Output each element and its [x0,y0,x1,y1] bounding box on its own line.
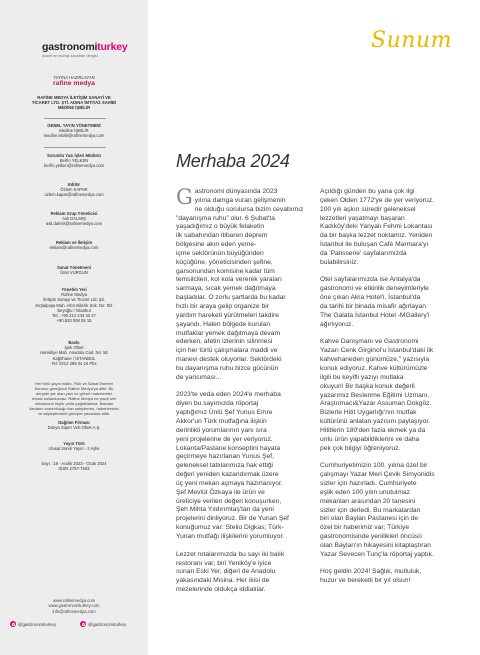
text-line: Yunan mutfağı ilişkilerini yorumluyor. [176,532,285,540]
text-line: olan Baylan'ın hikayesini kitaplaştıran [320,541,431,549]
text-line: sarmaya, sıcak yemek dağıtmaya [176,285,276,293]
management-line: Tel.: +90 212 243 43 47 [52,313,96,319]
text-line: garsonundan komisine kadar tüm [176,267,275,275]
owner-line: TİCARET LTD. ŞTİ. ADINA İMTİYAZ SAHİBİ [31,100,117,106]
social-handle-text: @gastronomiturkey [88,621,127,627]
owner-block [0,95,148,111]
article-column-left [176,185,316,604]
editor-in-chief-name: Medine İŞBİLİR [59,128,89,134]
copyright-note [18,381,130,416]
text-line: Hoş geldin 2024! Sağlık, mutluluk, [320,568,422,576]
text-line: öne çıkan Akra Hotel'i, İstanbul'da [320,294,421,302]
text-line: Araştırmacı&Yazar Assuman Dokgöz. [320,400,432,408]
distribution-title: Dağıtım Firması [58,420,90,425]
text-line: Yazarı Cenk Girginol'u İstanbul'daki ilk [320,347,434,355]
ad-manager-email: asli.dalmis@rafinemedya.com [46,221,102,227]
text-line: Kahve Danışmanı ve Gastronomi [320,338,419,346]
text-line: diyen bu sayımızda röportaj [176,400,259,408]
issn: ISSN 2757-7503 [58,466,90,472]
art-director-name: Ümit VURGUN [60,270,88,276]
ad-contact-title: Reklam ve İletişim [55,240,93,245]
management-block [0,287,148,323]
print-title: Baskı [68,340,80,345]
text-line: çalışmayı Yazar Meri Çevik Simyonidis [320,471,435,479]
logo-tagline: lezzet ve mutfak sanatları dergisi [42,54,98,58]
text-line: manevi destek oluyorlar. Sektördeki [176,356,282,364]
text-line: ilk sabahından itibaren deprem [176,232,268,240]
text-line: unlu ürün yapabildiklerini ve daha [320,435,420,443]
text-line: sizler için hazırladı. Cumhuriyete [320,479,417,487]
owner-line: MEDİNE İŞBİLİR [57,105,91,111]
issue-line: Sayı : 18 - Aralık 2023 - Ocak 2024 [41,461,107,466]
text-line: gastronomi ve etkinlik deneyimleriyle [320,285,429,293]
distribution-block [0,420,148,430]
article-paragraph [320,462,468,559]
text-line: üç yeni mekan açmaya hazırlanıyor. [176,479,283,487]
managing-editor-title: Sorumlu Yazı İşleri Müdürü [47,153,101,158]
text-line: mezelerinde oldukça iddialılar. [176,586,266,594]
text-line: Akkor'un Türk mutfağına ilişkin [176,417,267,425]
text-line: ilgili bu keyifli yazıyı mutlaka [320,373,404,381]
prepared-by [0,75,148,88]
ad-contact-block [0,240,148,250]
text-line: da bir başka lezzet noktamız. Yeniden [320,232,433,240]
print-line: Tel: 0212 289 04 24 Pbx [51,360,97,366]
management-title: Yönetim Yeri [61,287,87,292]
text-line: "dayanışma ruhu" olur. 6 Şubat'ta [176,214,275,222]
text-line: Cumhuriyetimizin 100. yılına özel bir [320,462,428,470]
text-line: için her türlü çalışmalara maddi ve [176,347,278,355]
text-line: derinlikli yorumlarının yanı sıra [176,426,267,434]
article-paragraph [176,551,316,595]
text-line: konuk ediyoruz. Kahve kültürümüzle [320,364,428,372]
text-line: çeken Olden 1772'ye de yer veriyoruz. [320,196,434,204]
editor-email: ozlem.kapar@rafinemedya.com [44,192,104,198]
managing-editor-email: berfin.yelken@rafinemedya.com [43,163,105,169]
text-line: konuğumuz var: Stelio Digkas; Türk- [176,524,284,532]
text-line: geçirmeye hazırlanan Yunus Şef, [176,453,275,461]
ad-manager-name: Aslı DALMIŞ [62,216,86,222]
text-line: başladılar. O zorlu şartlarda bu kadar [176,294,286,302]
article-paragraph [320,568,468,586]
editor-block [0,182,148,198]
text-line: Lokanta/Pastane konseptini hayata [176,444,281,452]
text-line: yakasındaki Misina. Her ikisi de [176,577,270,585]
text-line: bu dayanışma ruhu bizce gücünün [176,364,279,372]
text-line: Bizlerle Hitit Uygarlığı'nın mutfak [320,409,417,417]
text-line: restoranı var; biri Yeniköy'e iyice [176,559,272,567]
social-handle[interactable] [80,621,126,627]
text-line: kültürünü anlatan yazısını paylaşıyor. [320,418,431,426]
text-line: üreticiye verilen değeri konuşurken, [176,497,282,505]
text-line: ısınan Eski Yer, diğeri de Anadolu [176,568,276,576]
text-line: Otel sayfalarımızda ise Antalya'da [320,276,421,284]
article-paragraph [176,391,316,541]
text-line: İstanbul ile buluşan Café Marmara'yı [320,241,429,249]
text-line: projelerini dinliyoruz. Bir de Yunan Şef [176,515,289,523]
note-line: Her türlü yayın hakkı, Fikir ve Sanat Eserleri [34,381,114,386]
issue-block [0,461,148,471]
text-line: bölgesine akın eden yeme- [176,241,257,249]
text-line: The Galata İstanbul Hotel -MGallery'i [320,311,430,319]
text-line: yaptığımız Ünlü Şef Yunus Emre [176,409,273,417]
print-line: Hamidiye Mah. Anadolu Cad. No: 50 [40,350,108,356]
text-line: pek çok bilgiyi öğreniyoruz. [320,444,401,452]
note-line: izinsiz kullanılamaz. Rafine Medya ne yazılı izin [31,396,117,401]
text-line: küçüğüne, yöneticisinden şefine, [176,258,273,266]
text-line: 100 yılı aşkın süredir geleneksel [320,205,416,213]
print-line: Kağıthane / İSTANBUL [52,355,96,361]
editor-in-chief-email: medine.isbilir@rafinemedya.com [43,133,105,139]
article-title: Merhaba 2024 [176,151,290,171]
editor-in-chief-title: GENEL YAYIN YÖNETMENİ [47,123,101,128]
web-links [0,598,148,614]
text-line: gastronomisinde yenilikleri öncüsü [320,533,422,541]
print-line: İpek Ofset [64,345,84,351]
text-line: şayandı. Halen bölgede kurulan [176,320,271,328]
instagram-icon [80,621,86,627]
masthead-sidebar [0,0,148,655]
management-line: Rafine Medya [61,292,87,298]
text-line: yılına damga vuran gelişmenin [194,196,286,204]
text-line: yaşadığımız o büyük felaketin [176,223,265,231]
text-line: yazarımız Beslenme Eğitimi Uzmanı, [320,391,430,399]
text-line: sizler için derledi. Bu markalardan [320,506,421,514]
text-line: lezzetleri yaşatmayı başaran [320,214,405,222]
prepared-label: YAYINA HAZIRLAYAN [53,75,95,80]
text-line: yardım hareketi yürütmeleri takdire [176,311,279,319]
divider [44,147,106,148]
note-line: dergide yer alan yazı ve görsel malzemeler [35,391,113,396]
text-line: Açıldığı günden bu yana çok ilgi [320,188,415,195]
managing-editor-block [0,153,148,169]
management-line: Kirpalpaşa Mah. Altın Bilezik Sok. No: 9/2 [35,302,113,308]
text-line: da 'Patisserie' sayfalarımızda [320,249,407,257]
distribution-name: Dünya Süper Veb Ofset A.Ş. [47,425,101,431]
editor-title: Editör [67,182,81,187]
text-line: 2023'te veda eden 2024'e merhaba [176,391,281,399]
article-column-right [320,188,468,595]
management-line: Beyoğlu / İstanbul [57,307,91,313]
text-line: astronomi dünyasında 2023 [194,188,278,195]
management-line: İletişim Sanayi ve Ticaret Ltd. Şti. [43,297,105,303]
gastronomiturkey-logo [42,41,142,58]
publication-type-block [0,441,148,451]
social-handle[interactable] [10,621,56,627]
text-line: huzur ve bereketli bir yıl olsun! [320,577,411,585]
art-director-block [0,265,148,275]
text-line: bulabilirsiniz. [320,258,359,266]
text-line: ağırlıyoruz. [320,320,354,328]
owner-line: RAFİNE MEDYA İLETİŞİM SANAYİ VE [37,95,111,100]
logo-text: gastronomi [42,41,98,53]
note-line: Kanunu gereğince Rafine Medya'ya aittir. Bu [34,386,114,391]
text-line: biri olan Baylan Pastanesi için de [320,515,419,523]
text-line: kahvehaneden günümüze," yazısıyla [320,356,430,364]
text-line: Şef Mevlüt Özkaya ile ürün ve [176,488,265,496]
text-line: temsilcileri, kol kola vererek yaraları [176,276,282,284]
logo-text-accent: turkey [97,41,128,53]
text-line: okuyun! Bir başka konuk değerli [320,382,415,390]
article-paragraph [320,276,468,329]
text-line: da tarihi bir binada misafir ağırlayan [320,303,426,311]
prepared-name: rafine medya [53,80,95,88]
text-line: eşlik eden 100 yılın unutulmaz [320,488,410,496]
publication-type-value: Ulusal Süreli Yayın - 2 Aylık [48,446,100,452]
text-line: geleneksel tatlılarımıza hak ettiği [176,462,274,470]
note-line: ilanların sorumluluğu ilan sahiplerine, haberlerdeki [29,406,119,411]
editor-name: Özlem KAPAR [60,187,88,193]
text-line: de yansıması... [176,373,222,381]
print-block [0,340,148,366]
text-line: Lezzet rotalarımızda bu sayı iki balık [176,550,285,558]
text-line: değeri yeniden kazandırmak üzere [176,471,279,479]
editor-in-chief-block [0,123,148,139]
email-link[interactable]: info@rafinemedya.com [52,608,96,614]
ad-manager-block [0,211,148,227]
note-line: ve söyleşilerdeki görüşler yazarlara aittir. [37,411,111,416]
text-line: mutfaklar yemek dağıtmaya devam [176,329,281,337]
drop-cap: G [176,185,193,209]
publication-type-title: Yayın Türü [63,441,85,446]
text-line: Şeh Mihta Yıldırımtaş'tan da yeni [176,506,274,514]
instagram-icon [10,621,16,627]
text-line: yeni projelerine de yer veriyoruz. [176,435,273,443]
text-line: Hititlerin 180'den fazla ekmek ya da [320,426,426,434]
social-handle-text: @gastronomiturkey [18,621,57,627]
text-line: Kadıköy'deki Yanyalı Fehmi Lokantası [320,223,433,231]
text-line: mekanları arasından 20 tanesini [320,497,416,505]
article-paragraph [320,338,468,453]
text-line: içme sektörünün büyüğünden [176,249,264,257]
article-paragraph [320,188,468,268]
website-link[interactable]: www.gastronomiturkey.com [48,603,100,609]
ad-manager-title: Reklam Grup Yöneticisi [50,211,98,216]
text-line: ne olduğu sorulursa bizim cevabımız [194,205,304,213]
note-line: olmaksızın hiçbir yolla çoğaltılamaz. Basılan [34,401,114,406]
management-line: +90.533 068 05 15 [56,318,92,324]
text-line: ederken, afetin izlerinin silinmesi [176,338,273,346]
ad-contact-email: reklam@rafinemedya.com [49,245,99,251]
website-link[interactable]: www.rafinemedya.com [52,598,96,603]
managing-editor-name: Berfin YELKEN [59,158,89,164]
divider [44,118,106,119]
section-title: Sunum [371,28,452,53]
text-line: özel bir haberimiz var; Türkiye [320,524,410,532]
text-line: Yazar Sevecen Tunç'la röportaj yaptık. [320,550,434,558]
text-line: hızlı bir araya gelip organize bir [176,302,269,310]
article-paragraph [176,185,316,383]
art-director-title: Sanat Yönetmeni [57,265,91,270]
